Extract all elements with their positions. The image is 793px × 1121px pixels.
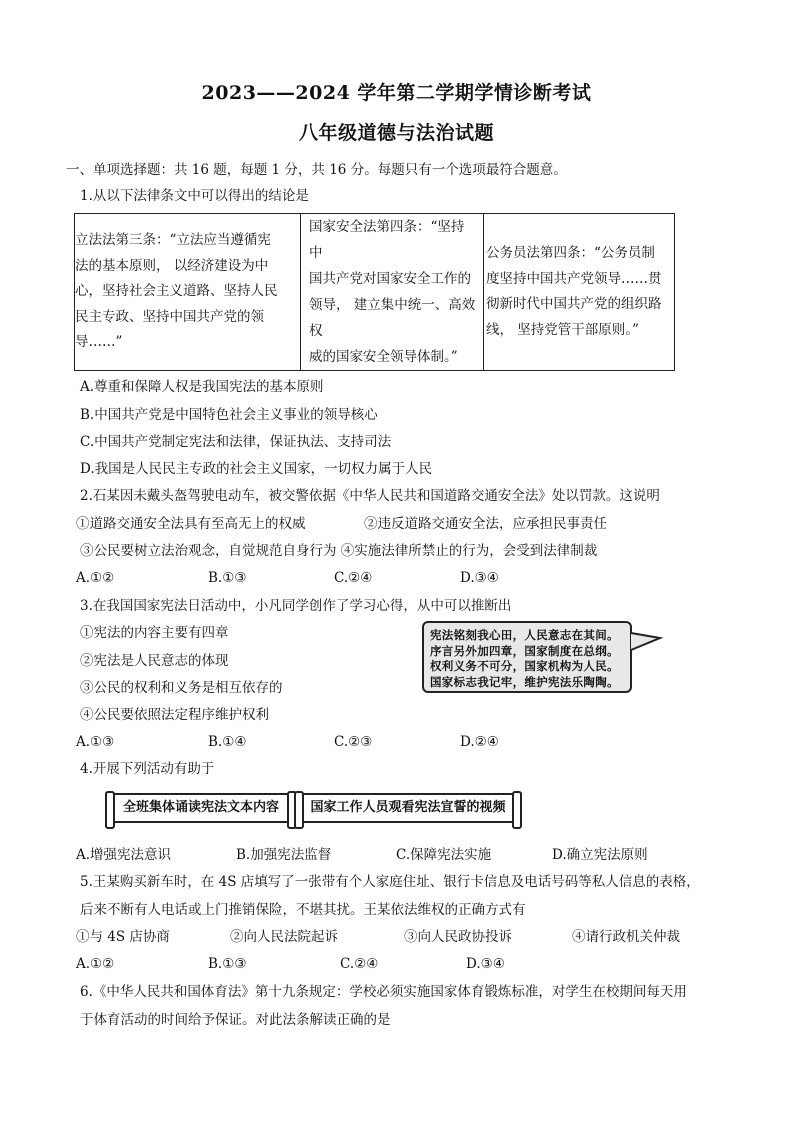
speech-bubble-tail [630, 630, 664, 656]
q3-option-a: A.①③ [76, 734, 115, 750]
q2-option-c: C.②④ [334, 570, 373, 586]
law-cell-legislation [75, 214, 301, 371]
q3-stem: 3.在我国国家宪法日活动中，小凡同学创作了学习心得，从中可以推断出 [80, 598, 512, 614]
q5-option-c: C.②④ [340, 956, 379, 972]
q2-statement-2: ②违反道路交通安全法，应承担民事责任 [364, 516, 607, 532]
q5-option-a: A.①② [76, 956, 115, 972]
q4-option-d: D.确立宪法原则 [552, 847, 648, 863]
scroll-banner-oath: 国家工作人员观看宪法宣誓的视频 [299, 793, 517, 823]
q2-option-a: A.①② [76, 570, 115, 586]
law-line: 导……” [75, 334, 123, 351]
q6-stem-line2: 于体育活动的时间给予保证。对此法条解读正确的是 [80, 1012, 391, 1028]
law-line: 公务员法第四条：“公务员制 [486, 245, 655, 261]
q2-option-d: D.③④ [460, 570, 499, 586]
q5-stem-line2: 后来不断有人电话或上门推销保险，不堪其扰。王某依法维权的正确方式有 [80, 902, 526, 918]
law-line: 度坚持中国共产党领导……贯 [486, 270, 662, 287]
q2-stem: 2.石某因未戴头盔驾驶电动车，被交警依据《中华人民共和国道路交通安全法》处以罚款。这说明 [80, 488, 660, 504]
q1-option-b: B.中国共产党是中国特色社会主义事业的领导核心 [80, 407, 378, 423]
law-line: 线， 坚持党管干部原则。” [486, 321, 639, 338]
q4-stem: 4.开展下列活动有助于 [80, 761, 215, 777]
q6-stem-line1: 6.《中华人民共和国体育法》第十九条规定：学校必须实施国家体育锻炼标准，对学生在校期间每天用 [80, 984, 687, 1000]
q1-option-a: A.尊重和保障人权是我国宪法的基本原则 [80, 379, 324, 395]
q5-option-d: D.③④ [466, 956, 505, 972]
q5-statement-2: ②向人民法院起诉 [230, 929, 338, 945]
q2-option-b: B.①③ [208, 570, 247, 586]
bubble-line: 权利义务不可分，国家机构为人民。 [430, 659, 619, 673]
q2-statement-3-4: ③公民要树立法治观念，自觉规范自身行为 ④实施法律所禁止的行为，会受到法律制裁 [80, 543, 598, 559]
law-line: 权 [309, 323, 323, 339]
q5-stem-line1: 5.王某购买新车时，在 4S 店填写了一张带有个人家庭住址、银行卡信息及电话号码等私人信息的表格， [80, 874, 700, 890]
law-cell-security [301, 214, 484, 371]
q3-option-b: B.①④ [208, 734, 247, 750]
law-line: 领导， 建立集中统一、高效 [309, 297, 476, 313]
section-instruction: 一、单项选择题：共 16 题，每题 1 分，共 16 分。每题只有一个选项最符合题意。 [66, 162, 567, 178]
law-line: 心，坚持社会主义道路、坚持人民 [75, 283, 278, 300]
law-cell-civil-servant [484, 214, 675, 371]
bubble-line: 序言另外加四章，国家制度在总纲。 [430, 643, 619, 658]
q1-option-d: D.我国是人民民主专政的社会主义国家，一切权力属于人民 [80, 461, 433, 477]
exam-title: 2023——2024 学年第二学期学情诊断考试 [201, 82, 592, 104]
q5-option-b: B.①③ [208, 956, 247, 972]
law-table [74, 213, 675, 371]
q1-option-c: C.中国共产党制定宪法和法律，保证执法、支持司法 [80, 434, 392, 450]
q5-statement-1: ①与 4S 店协商 [76, 929, 170, 945]
law-line: 法的基本原则， 以经济建设为中 [75, 257, 269, 274]
q3-option-d: D.②④ [460, 734, 499, 750]
q4-option-c: C.保障宪法实施 [396, 847, 492, 863]
q2-statement-1: ①道路交通安全法具有至高无上的权威 [76, 516, 306, 532]
bubble-line: 宪法铭刻我心田，人民意志在其间。 [430, 628, 619, 642]
speech-bubble [422, 621, 632, 693]
law-line: 立法法第三条：“立法应当遵循宪 [75, 232, 271, 249]
law-line: 威的国家安全领导体制。” [309, 349, 458, 365]
law-line: 彻新时代中国共产党的组织路 [486, 296, 662, 312]
law-line: 国家安全法第四条：“坚持 [309, 219, 465, 235]
law-line: 民主专政、坚持中国共产党的领 [75, 308, 264, 325]
q3-option-c: C.②③ [334, 734, 373, 750]
q4-option-b: B.加强宪法监督 [236, 847, 332, 863]
law-line: 中 [309, 245, 323, 261]
q1-stem: 1.从以下法律条文中可以得出的结论是 [80, 188, 309, 204]
q4-option-a: A.增强宪法意识 [76, 847, 172, 863]
law-line: 国共产党对国家安全工作的 [309, 271, 471, 287]
q3-statement-1: ①宪法的内容主要有四章 [80, 625, 229, 641]
q5-statement-4: ④请行政机关仲裁 [572, 929, 680, 945]
scroll-banner-recite: 全班集体诵读宪法文本内容 [110, 793, 292, 823]
q3-statement-3: ③公民的权利和义务是相互依存的 [80, 680, 283, 696]
q3-statement-4: ④公民要依照法定程序维护权利 [80, 707, 269, 723]
exam-subtitle: 八年级道德与法治试题 [298, 122, 494, 144]
bubble-line: 国家标志我记牢，维护宪法乐陶陶。 [430, 674, 619, 689]
q5-statement-3: ③向人民政协投诉 [404, 929, 512, 945]
q3-statement-2: ②宪法是人民意志的体现 [80, 653, 229, 669]
